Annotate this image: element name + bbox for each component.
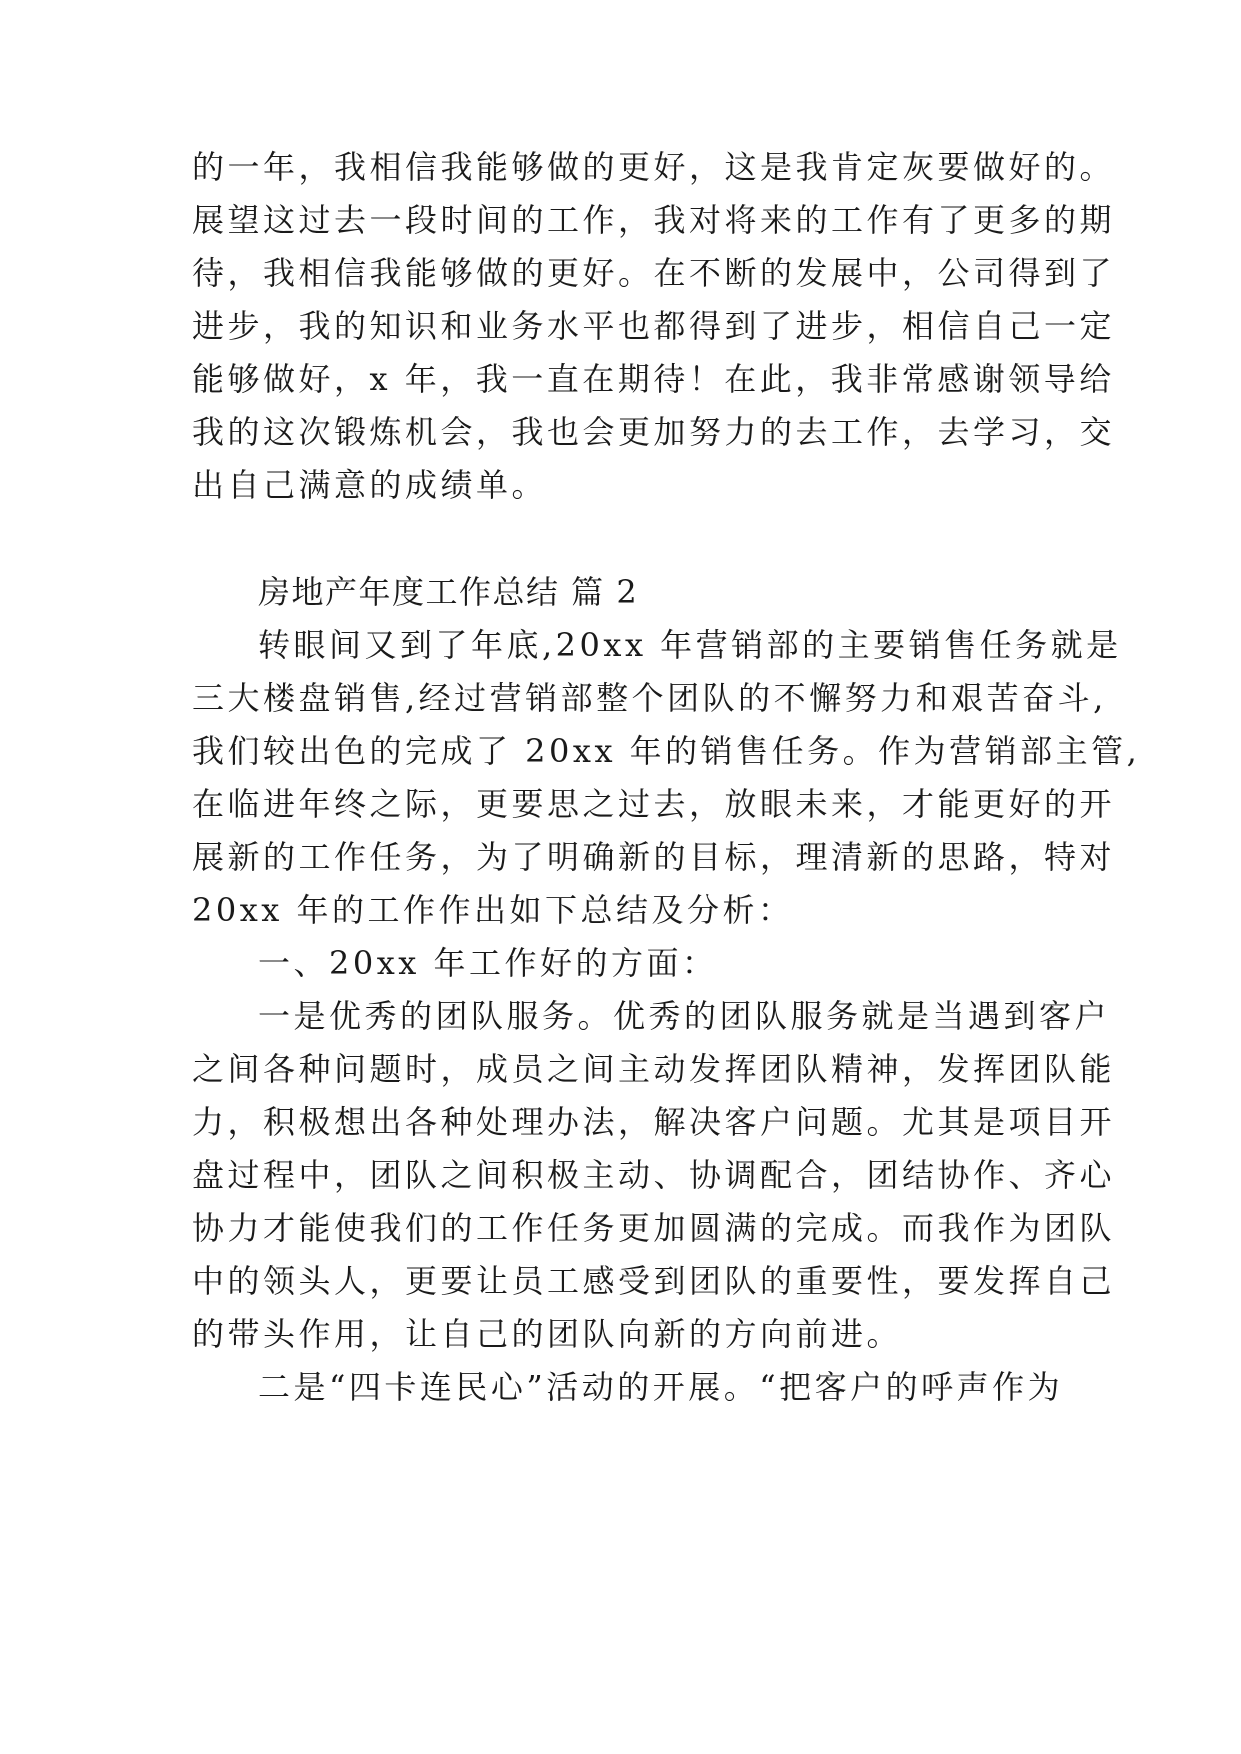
section-heading: 房地产年度工作总结 篇 2 [258,573,639,611]
paragraph-line: 出自己满意的成绩单。 [192,466,548,504]
paragraph-line: 在临进年终之际，更要思之过去，放眼未来，才能更好的开 [192,785,1116,823]
paragraph-line: 的一年，我相信我能够做的更好，这是我肯定灰要做好的。 [192,148,1116,186]
paragraph-line: 的带头作用，让自己的团队向新的方向前进。 [192,1315,903,1353]
subheading-line: 一、20xx 年工作好的方面： [258,944,718,982]
paragraph-line: 二是“四卡连民心”活动的开展。“把客户的呼声作为 [258,1368,1064,1406]
paragraph-line: 之间各种问题时，成员之间主动发挥团队精神，发挥团队能 [192,1050,1116,1088]
paragraph-line: 协力才能使我们的工作任务更加圆满的完成。而我作为团队 [192,1209,1116,1247]
paragraph-line: 我们较出色的完成了 20xx 年的销售任务。作为营销部主管, [192,732,1141,770]
paragraph-line: 转眼间又到了年底,20xx 年营销部的主要销售任务就是 [258,626,1122,664]
paragraph-line: 三大楼盘销售,经过营销部整个团队的不懈努力和艰苦奋斗, [192,679,1107,717]
paragraph-line: 力，积极想出各种处理办法，解决客户问题。尤其是项目开 [192,1103,1116,1141]
paragraph-line: 展新的工作任务，为了明确新的目标，理清新的思路，特对 [192,838,1116,876]
paragraph-line: 中的领头人，更要让员工感受到团队的重要性，要发挥自己 [192,1262,1116,1300]
paragraph-line: 盘过程中，团队之间积极主动、协调配合，团结协作、齐心 [192,1156,1116,1194]
paragraph-line: 20xx 年的工作作出如下总结及分析： [192,891,794,929]
paragraph-line: 进步，我的知识和业务水平也都得到了进步，相信自己一定 [192,307,1116,345]
paragraph-line: 我的这次锻炼机会，我也会更加努力的去工作，去学习，交 [192,413,1116,451]
paragraph-line: 能够做好，x 年，我一直在期待！在此，我非常感谢领导给 [192,360,1115,398]
paragraph-line: 展望这过去一段时间的工作，我对将来的工作有了更多的期 [192,201,1116,239]
paragraph-line: 一是优秀的团队服务。优秀的团队服务就是当遇到客户 [258,997,1111,1035]
paragraph-line: 待，我相信我能够做的更好。在不断的发展中，公司得到了 [192,254,1116,292]
